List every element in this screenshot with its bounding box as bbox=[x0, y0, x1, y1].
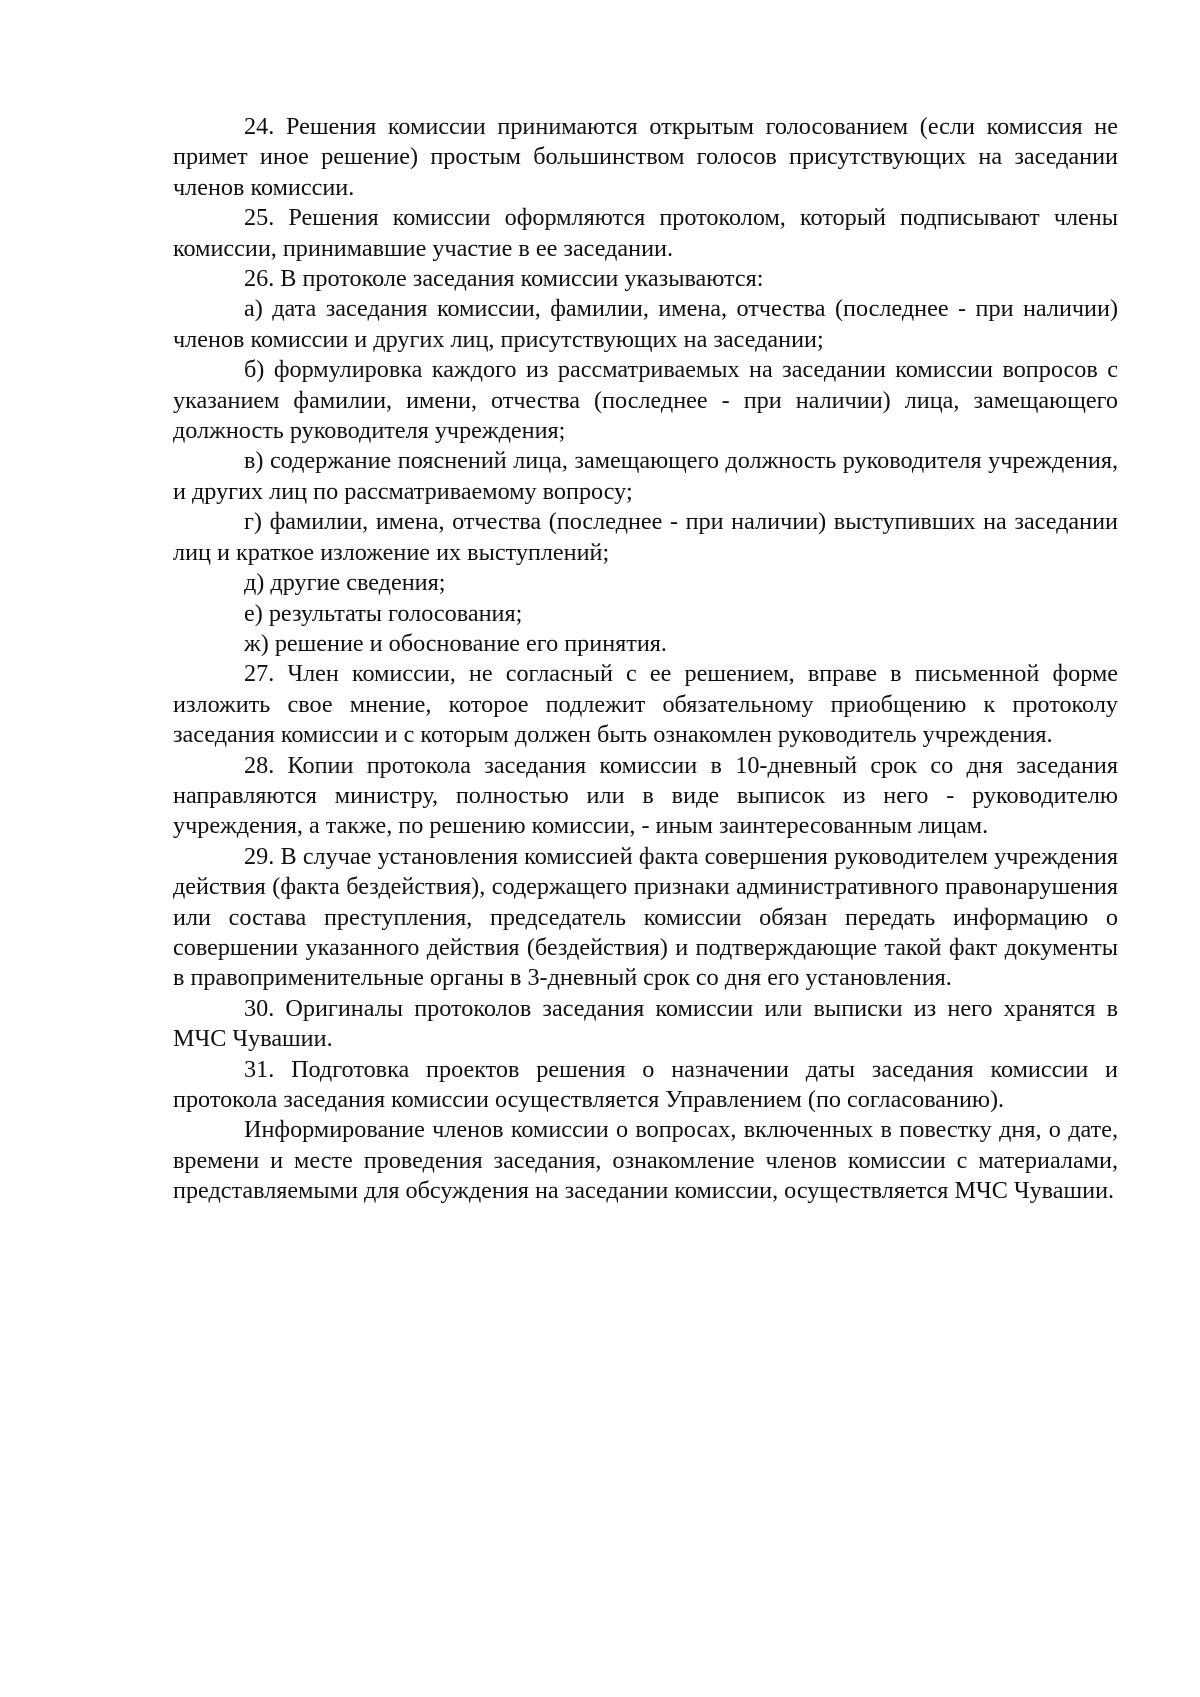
paragraph-30: 30. Оригиналы протоколов заседания комиссии или выписки из него хранятся в МЧС Чувашии. bbox=[173, 994, 1118, 1053]
paragraph-28: 28. Копии протокола заседания комиссии в 10-дневный срок со дня заседания направляются министру, полностью или в виде выписок из него - руководителю учреждения, а также, по решению комиссии, - иным заинтересованным лицам. bbox=[173, 751, 1118, 840]
paragraph-informing: Информирование членов комиссии о вопросах, включенных в повестку дня, о дате, времени и месте проведения заседания, ознакомление членов комиссии с материалами, представляемыми для обсуждения на заседании комиссии, осуществляется МЧС Чувашии. bbox=[173, 1116, 1118, 1205]
paragraph-26: 26. В протоколе заседания комиссии указываются: bbox=[244, 265, 764, 293]
list-item-v: в) содержание пояснений лица, замещающего должность руководителя учреждения, и других лиц по рассматриваемому вопросу; bbox=[173, 447, 1118, 505]
paragraph-25: 25. Решения комиссии оформляются протоколом, который подписывают члены комиссии, принимавшие участие в ее заседании. bbox=[173, 204, 1118, 262]
paragraph-29: 29. В случае установления комиссией факта совершения руководителем учреждения действия (факта бездействия), содержащего признаки административного правонарушения или состава преступления, председатель комиссии обязан передать информацию о совершении указанного действия (бездействия) и подтверждающие такой факт документы в правоприменительные органы в 3-дневный срок со дня его установления. bbox=[173, 842, 1118, 992]
list-item-g: г) фамилии, имена, отчества (последнее - при наличии) выступивших на заседании лиц и краткое изложение их выступлений; bbox=[173, 508, 1118, 566]
list-item-e: е) результаты голосования; bbox=[244, 599, 523, 627]
list-item-d: д) другие сведения; bbox=[244, 569, 446, 597]
paragraph-24: 24. Решения комиссии принимаются открытым голосованием (если комиссия не примет иное решение) простым большинством голосов присутствующих на заседании членов комиссии. bbox=[173, 113, 1118, 201]
list-item-a: а) дата заседания комиссии, фамилии, имена, отчества (последнее - при наличии) членов комиссии и других лиц, присутствующих на заседании; bbox=[173, 295, 1118, 353]
document-body bbox=[173, 112, 1118, 1207]
list-item-zh: ж) решение и обоснование его принятия. bbox=[244, 629, 667, 657]
paragraph-31: 31. Подготовка проектов решения о назначении даты заседания комиссии и протокола заседания комиссии осуществляется Управлением (по согласованию). bbox=[173, 1055, 1118, 1113]
list-item-b: б) формулировка каждого из рассматриваемых на заседании комиссии вопросов с указанием фамилии, имени, отчества (последнее - при наличии) лица, замещающего должность руководителя учреждения; bbox=[173, 356, 1118, 445]
paragraph-27: 27. Член комиссии, не согласный с ее решением, вправе в письменной форме изложить свое мнение, которое подлежит обязательному приобщению к протоколу заседания комиссии и с которым должен быть ознакомлен руководитель учреждения. bbox=[173, 660, 1118, 749]
